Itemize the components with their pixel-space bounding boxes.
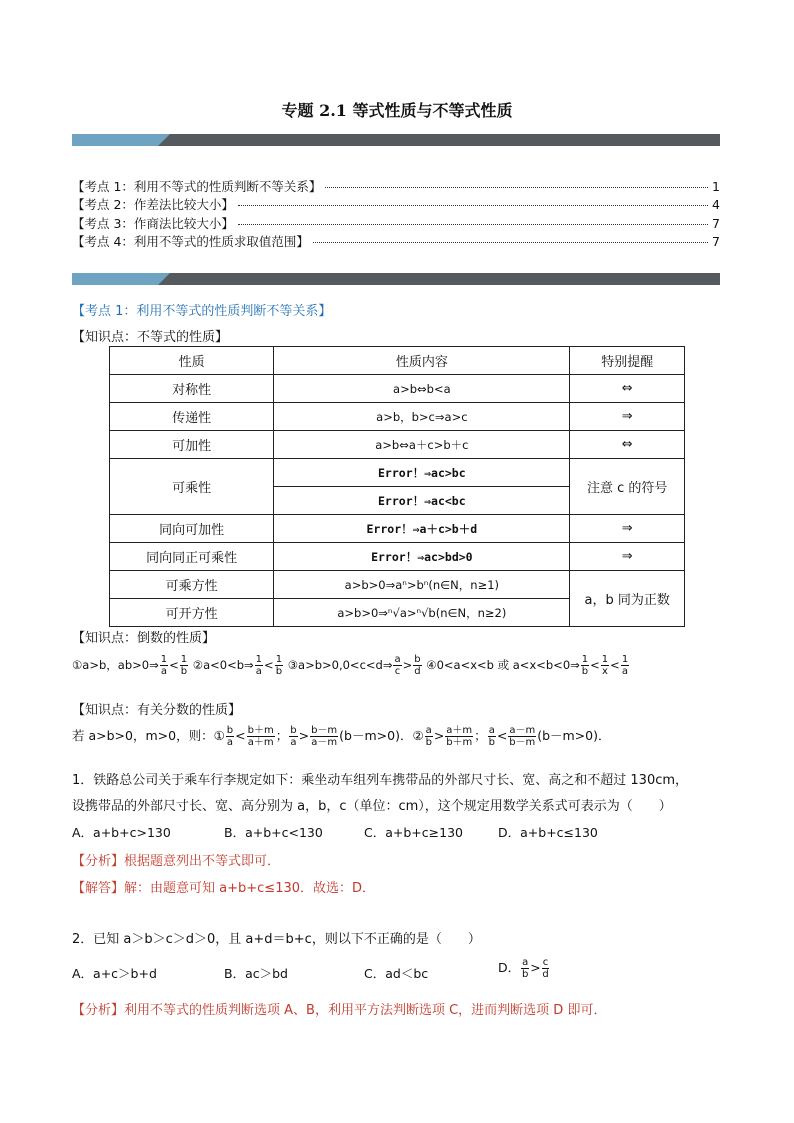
table-header: 性质内容: [274, 347, 570, 375]
formula-text: ①a>b，ab>0⇒: [72, 658, 159, 672]
table-header-row: [110, 347, 685, 375]
property-content: Error！⇒a＋c>b＋d: [274, 515, 570, 543]
property-content: Error！⇒ac>bc: [274, 459, 570, 487]
header-divider: [72, 134, 720, 146]
property-note: ⇔: [570, 375, 685, 403]
reciprocal-formula: ①a>b，ab>0⇒ $\frac{1}{a}$ < $\frac{1}{b}$ ②a<0<b⇒ $\frac{1}{a}$ < $\frac{1}{b}$ ③a>b>0,0<c<d⇒ $\frac{a}{c}$ > $\frac{b}{d}$ ④0<a<x<b 或 a<x<b<0⇒ $\frac{1}{b}$ < $\frac{1}{x}$ < $\frac{1}{a}$: [72, 654, 629, 677]
property-content: a>b⇔a＋c>b＋c: [274, 431, 570, 459]
question-2-stem: 2．已知 a＞b＞c＞d＞0，且 a+d＝b+c，则以下不正确的是（ ）: [72, 932, 481, 947]
toc-item-label: 【考点 2：作差法比较大小】: [72, 197, 234, 212]
toc-item-page: 1: [712, 179, 720, 194]
table-header: 性质: [110, 347, 274, 375]
property-name: 传递性: [110, 403, 274, 431]
knowledge-label: 【知识点：有关分数的性质】: [72, 703, 242, 718]
table-row: [110, 515, 685, 543]
question-1-stem: 1．铁路总公司关于乘车行李规定如下：乘坐动车组列车携带品的外部尺寸长、宽、高之和不超过 130cm，: [72, 773, 689, 788]
formula-text: ；: [474, 728, 487, 743]
property-name: 可开方性: [110, 599, 274, 627]
property-name: 可加性: [110, 431, 274, 459]
property-name: 同向可加性: [110, 515, 274, 543]
toc-item-page: 4: [712, 197, 720, 212]
table-row: [110, 375, 685, 403]
formula-text: 若 a>b>0，m>0，则：①: [72, 728, 225, 743]
option-a[interactable]: A．a+c＞b+d: [72, 966, 157, 981]
option-b[interactable]: B．a+b+c<130: [224, 825, 323, 840]
property-name: 可乘方性: [110, 571, 274, 599]
analysis: [72, 999, 606, 1018]
page-title: 专题 2.1 等式性质与不等式性质: [281, 101, 513, 120]
property-content: a>b>0⇒aⁿ>bⁿ(n∈N，n≥1): [274, 571, 570, 599]
knowledge-label: 【知识点：倒数的性质】: [72, 631, 216, 646]
toc-item[interactable]: [72, 195, 720, 213]
formula-text: (b－m>0)．: [537, 728, 611, 743]
toc-item[interactable]: [72, 214, 720, 232]
property-note: ⇒: [570, 515, 685, 543]
toc-item-page: 7: [712, 216, 720, 231]
formula-text: ③a>b>0,0<c<d⇒: [287, 658, 393, 672]
analysis-tag: 【分析】: [72, 854, 125, 869]
table-row: [110, 459, 685, 487]
toc-item-label: 【考点 1：利用不等式的性质判断不等关系】: [72, 179, 322, 194]
property-content: Error！⇒ac<bc: [274, 487, 570, 515]
table-row: [110, 571, 685, 599]
toc-item-label: 【考点 3：作商法比较大小】: [72, 216, 234, 231]
property-name: 同向同正可乘性: [110, 543, 274, 571]
property-note: ⇒: [570, 543, 685, 571]
answer-text: 解：由题意可知 a+b+c≤130．故选：D．: [124, 881, 376, 896]
analysis-text: 利用不等式的性质判断选项 A、B，利用平方法判断选项 C，进而判断选项 D 即可．: [124, 1003, 607, 1018]
formula-text: ②a<0<b⇒: [192, 658, 254, 672]
toc-leader: [238, 224, 708, 225]
formula-text: ；: [275, 728, 289, 743]
property-name: 对称性: [110, 375, 274, 403]
answer: [72, 877, 375, 896]
analysis: [72, 850, 280, 869]
toc-leader: [325, 187, 708, 188]
toc-item-label: 【考点 4：利用不等式的性质求取值范围】: [72, 234, 309, 249]
table-header: 特别提醒: [570, 347, 685, 375]
property-content: a>b>0⇒ⁿ√a>ⁿ√b(n∈N，n≥2): [274, 599, 570, 627]
option-c[interactable]: C．ad＜bc: [364, 966, 429, 981]
toc-item[interactable]: [72, 232, 720, 250]
property-note: a，b 同为正数: [570, 571, 685, 627]
table-row: [110, 543, 685, 571]
question-1-stem: 设携带品的外部尺寸长、宽、高分别为 a，b，c（单位：cm），这个规定用数学关系式可表示为（ ）: [72, 799, 672, 814]
properties-table: [109, 346, 685, 627]
option-c[interactable]: C．a+b+c≥130: [364, 825, 463, 840]
formula-text: (b－m>0)．②: [339, 728, 424, 743]
analysis-text: 根据题意列出不等式即可．: [124, 854, 281, 869]
option-d[interactable]: D．a+b+c≤130: [498, 825, 598, 840]
option-d-label: D．: [498, 960, 521, 975]
knowledge-label: 【知识点：不等式的性质】: [72, 330, 229, 345]
property-note: 注意 c 的符号: [570, 459, 685, 515]
property-content: a>b⇔b<a: [274, 375, 570, 403]
fraction-formula: 若 a>b>0，m>0，则：① $\frac{b}{a}$ < $\frac{b+m}{a+m}$ ； $\frac{b}{a}$ > $\frac{b-m}{a-m}$ (b－m>0)．② $\frac{a}{b}$ > $\frac{a+m}{b+m}$ ； $\frac{a}{b}$ < $\frac{a-m}{b-m}$ (b－m>0)．: [72, 725, 611, 748]
toc-item[interactable]: [72, 177, 720, 195]
property-name: 可乘性: [110, 459, 274, 515]
section-heading: 【考点 1：利用不等式的性质判断不等关系】: [72, 304, 332, 319]
property-note: ⇒: [570, 403, 685, 431]
property-content: Error！⇒ac>bd>0: [274, 543, 570, 571]
property-content: a>b，b>c⇒a>c: [274, 403, 570, 431]
option-b[interactable]: B．ac＞bd: [224, 966, 288, 981]
table-row: [110, 403, 685, 431]
option-a[interactable]: A．a+b+c>130: [72, 825, 171, 840]
table-row: [110, 431, 685, 459]
section-divider: [72, 273, 720, 285]
property-note: ⇔: [570, 431, 685, 459]
answer-tag: 【解答】: [72, 881, 125, 896]
toc-leader: [238, 205, 708, 206]
formula-text: ④0<a<x<b 或 a<x<b<0⇒: [426, 658, 580, 672]
toc-item-page: 7: [712, 234, 720, 249]
option-d[interactable]: D． $\frac{a}{b}$ > $\frac{c}{d}$: [498, 957, 549, 980]
toc-leader: [313, 242, 708, 243]
analysis-tag: 【分析】: [72, 1003, 125, 1018]
